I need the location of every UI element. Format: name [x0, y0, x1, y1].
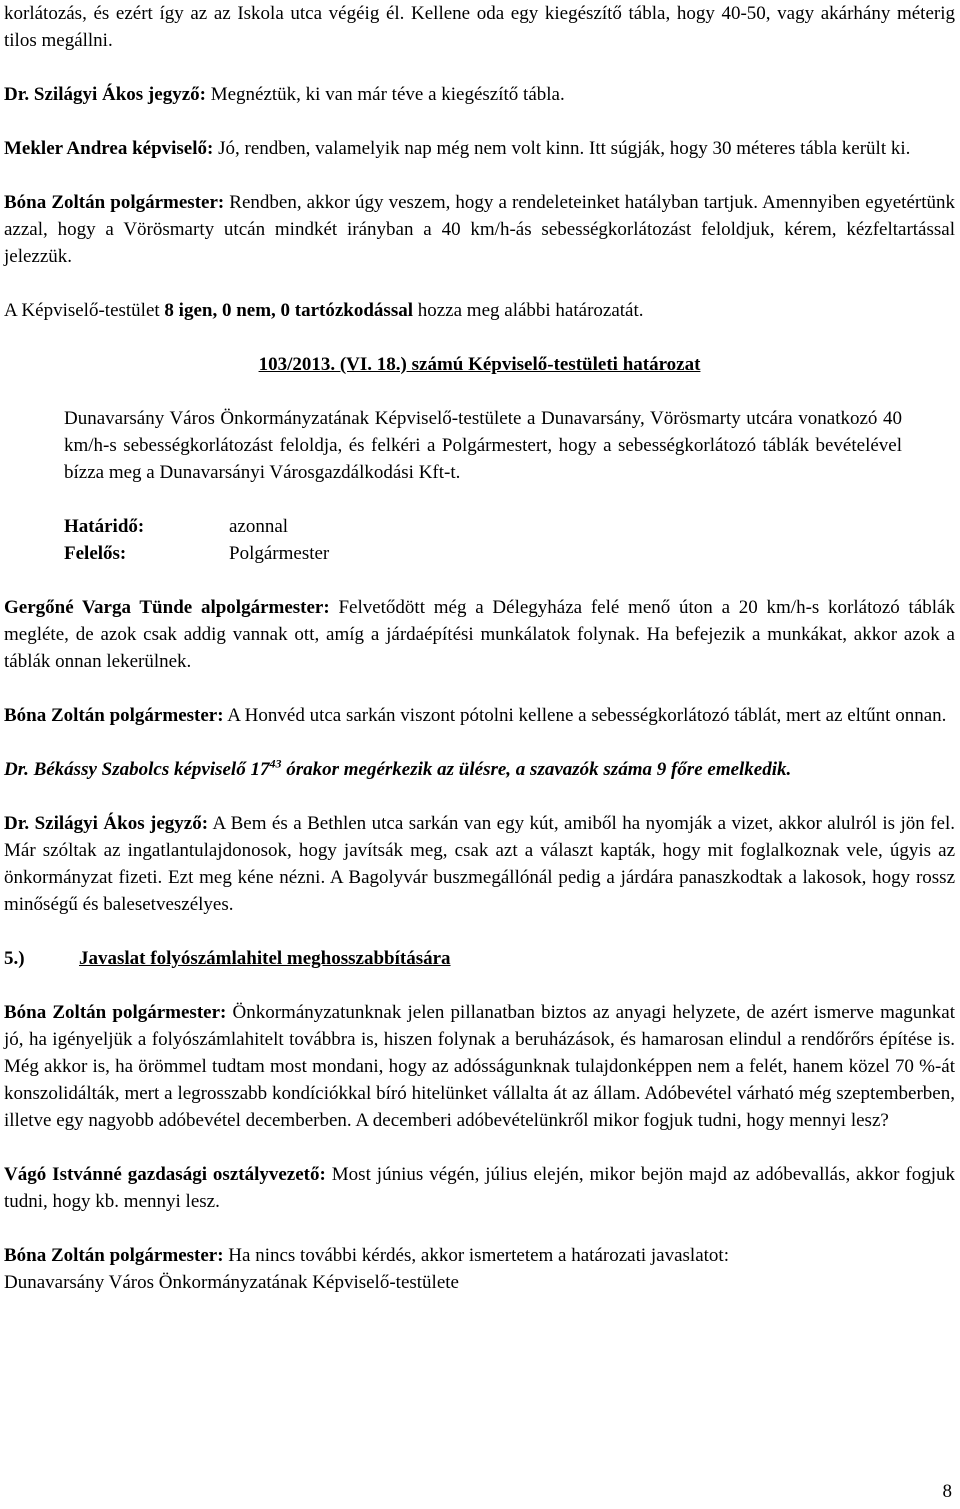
resolution-title: 103/2013. (VI. 18.) számú Képviselő-testületi határozat: [258, 354, 701, 375]
responsible-label: Felelős:: [64, 543, 127, 564]
deadline-label: Határidő:: [64, 516, 145, 537]
paragraph-text: Jó, rendben, valamelyik nap még nem volt kinn. Itt súgják, hogy 30 méteres tábla került ki.: [213, 138, 911, 159]
paragraph-text: A Honvéd utca sarkán viszont pótolni kellene a sebességkorlátozó táblát, mert az eltűnt onnan.: [223, 705, 947, 726]
paragraph-9: [4, 810, 955, 918]
paragraph-text: korlátozás, és ezért így az az Iskola utca végéig él. Kellene oda egy kiegészítő tábla, hogy 40-50, vagy akárhány méterig tilos megállni.: [4, 3, 955, 51]
paragraph-2: [4, 81, 955, 108]
deadline-value: azonnal: [229, 516, 289, 537]
arrival-note-post: órakor megérkezik az ülésre, a szavazók száma 9 főre emelkedik.: [281, 759, 792, 780]
paragraph-11: [4, 1161, 955, 1215]
paragraph-text: A Bem és a Bethlen utca sarkán van egy kút, amiből ha nyomják a vizet, akkor alulról is jön fel. Már szóltak az ingatlantulajdonosok, hogy javítsák meg, csak azt a választ kapták, hogy mit foglalkoznak vele, úgyis az önkormányzat fizeti. Ezt meg kéne nézni. A Bagolyvár buszmegállónál pedig a járdára panaszkodtak a lakosok, hogy rossz minőségű és balesetveszélyes.: [4, 813, 955, 915]
page-number: 8: [942, 1481, 952, 1502]
paragraph-4: [4, 189, 955, 270]
paragraph-text: Rendben, akkor úgy veszem, hogy a rendeleteinket hatályban tartjuk. Amennyiben egyetértünk azzal, hogy a Vörösmarty utcán mindkét irányban a 40 km/h-ás sebességkorlátozást feloldjuk, kérem, kézfeltartással jelezzük.: [4, 192, 955, 267]
paragraph-text: Felvetődött még a Délegyháza felé menő úton a 20 km/h-s korlátozó táblák megléte, de azok csak addig vannak ott, amíg a járdaépítési munkálatok folynak. Ha befejezik a munkákat, akkor azok a táblák onnan lekerülnek.: [4, 597, 955, 672]
paragraph-7: [4, 702, 955, 729]
agenda-item: [4, 945, 955, 972]
responsible-row: [64, 540, 955, 567]
paragraph-text-line2: Dunavarsány Város Önkormányzatának Képviselő-testülete: [4, 1272, 459, 1293]
paragraph-10: [4, 999, 955, 1134]
document-content: [4, 0, 955, 1296]
vote-text-post: hozza meg alábbi határozatát.: [413, 300, 644, 321]
speaker-name: Bóna Zoltán polgármester:: [4, 705, 224, 726]
resolution-details: [64, 513, 955, 567]
paragraph-12: [4, 1242, 955, 1296]
speaker-name: Bóna Zoltán polgármester:: [4, 1245, 224, 1266]
arrival-note-pre: Dr. Békássy Szabolcs képviselő 17: [4, 759, 270, 780]
agenda-number: 5.): [4, 948, 25, 969]
paragraph-3: [4, 135, 955, 162]
speaker-name: Dr. Szilágyi Ákos jegyző:: [4, 84, 206, 105]
speaker-name: Mekler Andrea képviselő:: [4, 138, 214, 159]
paragraph-6: [4, 594, 955, 675]
speaker-name: Vágó Istvánné gazdasági osztályvezető:: [4, 1164, 326, 1185]
speaker-name: Bóna Zoltán polgármester:: [4, 192, 225, 213]
arrival-note: [4, 756, 955, 783]
speaker-name: Dr. Szilágyi Ákos jegyző:: [4, 813, 209, 834]
vote-count: 8 igen, 0 nem, 0 tartózkodással: [164, 300, 413, 321]
resolution-body: Dunavarsány Város Önkormányzatának Képviselő-testülete a Dunavarsány, Vörösmarty utcára vonatkozó 40 km/h-s sebességkorlátozást feloldja, és felkéri a Polgármestert, hogy a sebességkorlátozó táblák bevételével bízza meg a Dunavarsányi Városgazdálkodási Kft-t.: [64, 408, 902, 483]
speaker-name: Bóna Zoltán polgármester:: [4, 1002, 227, 1023]
arrival-time-minutes: 43: [269, 756, 282, 771]
paragraph-text: Önkormányzatunknak jelen pillanatban biztos az anyagi helyzete, de azért ismerve magunkat jó, ha igényeljük a folyószámlahitelt továbbra is, hiszen folynak a beruházások, és hamarosan elindul a rendőrőrs építése is. Még akkor is, ha örömmel tudtam most mondani, hogy az adósságunknak tulajdonképpen nem a felét, hanem közel 70 %-át konszolidálták, mert a legrosszabb kondíciókkal bíró hitelünket vállalta át az állam. Adóbevétel várható még szeptemberben, illetve egy nagyobb adóbevétel decemberben. A decemberi adóbevételünkről mikor fogjuk tudni, hogy mennyi lesz?: [4, 1002, 955, 1131]
paragraph-text: Megnéztük, ki van már téve a kiegészítő tábla.: [205, 84, 565, 105]
vote-text-pre: A Képviselő-testület: [4, 300, 165, 321]
vote-result: [4, 297, 955, 324]
agenda-title: Javaslat folyószámlahitel meghosszabbítására: [79, 948, 451, 969]
paragraph-text: Ha nincs további kérdés, akkor ismertetem a határozati javaslatot:: [223, 1245, 729, 1266]
paragraph-text: Most június végén, július elején, mikor bejön majd az adóbevallás, akkor fogjuk tudni, hogy kb. mennyi lesz.: [4, 1164, 955, 1212]
speaker-name: Gergőné Varga Tünde alpolgármester:: [4, 597, 330, 618]
paragraph-1: [4, 0, 955, 54]
deadline-row: [64, 513, 955, 540]
responsible-value: Polgármester: [229, 543, 330, 564]
